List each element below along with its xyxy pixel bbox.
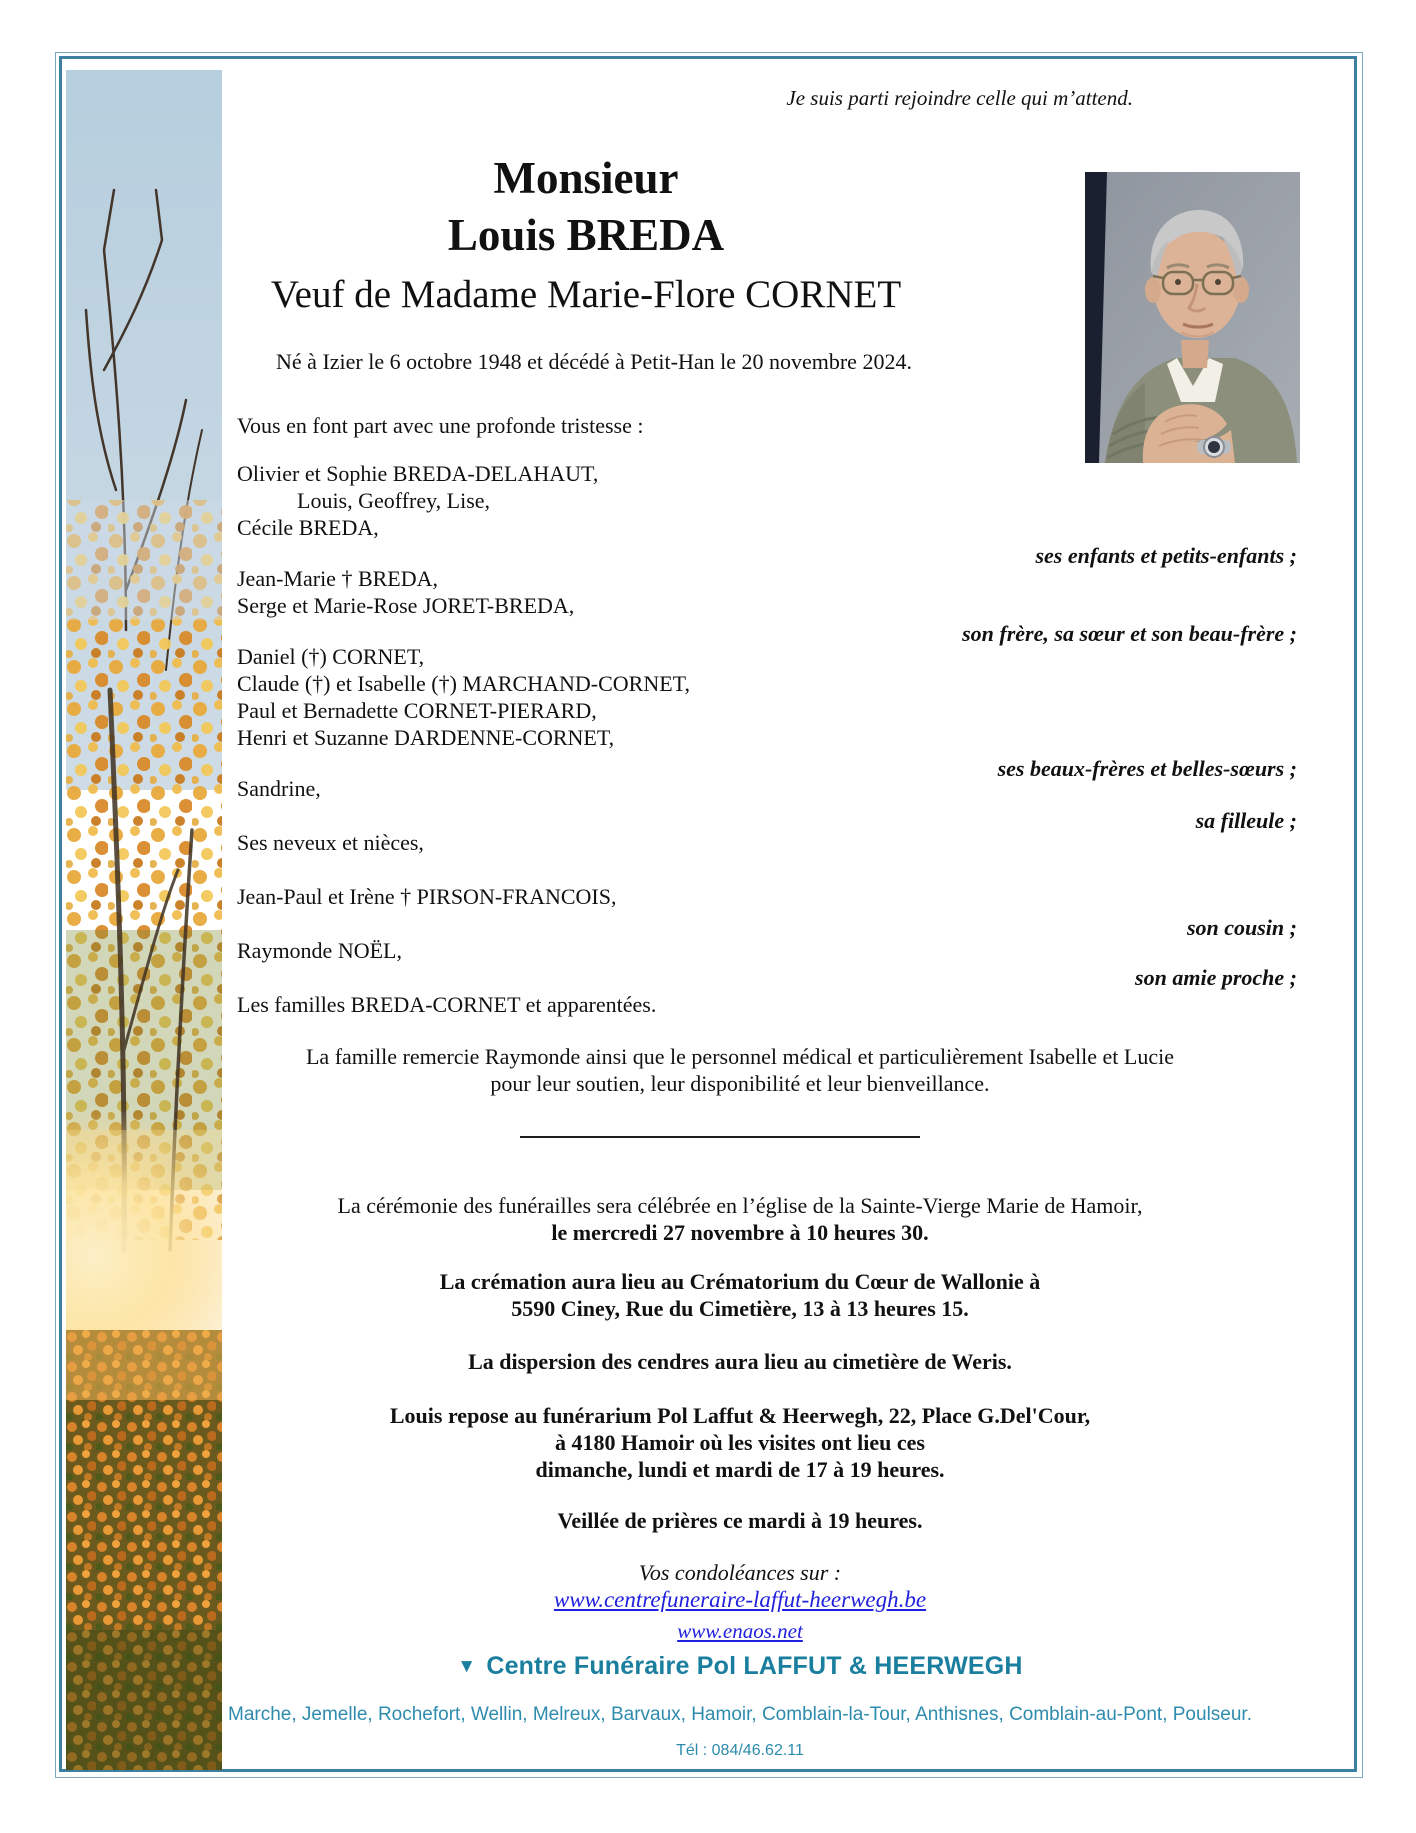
funeral-home-name: Centre Funéraire Pol LAFFUT & HEERWEGH bbox=[486, 1652, 1023, 1680]
funeral-home-locations: Marche, Jemelle, Rochefort, Wellin, Melreux, Barvaux, Hamoir, Comblain-la-Tour, Anthisnes, Comblain-au-Pont, Poulseur. bbox=[228, 1704, 1252, 1725]
family-line: Olivier et Sophie BREDA-DELAHAUT, bbox=[237, 461, 599, 486]
family-line: Ses neveux et nièces, bbox=[237, 830, 424, 855]
family-line: Jean-Marie † BREDA, bbox=[237, 566, 439, 591]
family-line: Jean-Paul et Irène † PIRSON-FRANCOIS, bbox=[237, 884, 617, 909]
family-line: Cécile BREDA, bbox=[237, 515, 379, 540]
thanks-line: pour leur soutien, leur disponibilité et leur bienveillance. bbox=[490, 1071, 990, 1096]
salutation: Monsieur bbox=[493, 153, 679, 203]
funeral-line: La cérémonie des funérailles sera célébrée en l’église de la Sainte-Vierge Marie de Hamoir, bbox=[337, 1193, 1143, 1218]
family-line: Raymonde NOËL, bbox=[237, 938, 402, 963]
family-line: Claude (†) et Isabelle (†) MARCHAND-CORNET, bbox=[237, 671, 690, 696]
relation-label: son frère, sa sœur et son beau-frère ; bbox=[962, 621, 1297, 646]
condolences-label: Vos condoléances sur : bbox=[638, 1560, 842, 1585]
family-line: Les familles BREDA-CORNET et apparentées. bbox=[237, 992, 657, 1017]
widower-line: Veuf de Madame Marie-Flore CORNET bbox=[270, 273, 902, 316]
birth-death-line: Né à Izier le 6 octobre 1948 et décédé à Petit-Han le 20 novembre 2024. bbox=[276, 349, 912, 374]
funeral-home-brand bbox=[208, 1652, 1272, 1681]
relation-label: son amie proche ; bbox=[1135, 965, 1297, 990]
cremation-line: La crémation aura lieu au Crématorium du Cœur de Wallonie à bbox=[439, 1269, 1041, 1294]
relation-label: ses enfants et petits-enfants ; bbox=[1035, 543, 1297, 568]
repose-line: à 4180 Hamoir où les visites ont lieu ces bbox=[555, 1430, 925, 1455]
family-line: Louis, Geoffrey, Lise, bbox=[297, 488, 491, 513]
vigil-line: Veillée de prières ce mardi à 19 heures. bbox=[557, 1508, 923, 1533]
cremation-address: 5590 Ciney, Rue du Cimetière, 13 à 13 heures 15. bbox=[511, 1296, 969, 1321]
deceased-name: Louis BREDA bbox=[447, 210, 725, 260]
autumn-trees-photo bbox=[66, 70, 222, 1770]
funeral-datetime: le mercredi 27 novembre à 10 heures 30. bbox=[551, 1220, 929, 1245]
condolences-link-centrefuneraire[interactable]: www.centrefuneraire-laffut-heerwegh.be bbox=[553, 1587, 927, 1612]
funeral-home-phone: Tél : 084/46.62.11 bbox=[676, 1742, 804, 1759]
announcement-intro: Vous en font part avec une profonde tristesse : bbox=[237, 413, 644, 438]
repose-line: dimanche, lundi et mardi de 17 à 19 heures. bbox=[535, 1457, 945, 1482]
thanks-line: La famille remercie Raymonde ainsi que le personnel médical et particulièrement Isabelle et Lucie bbox=[305, 1044, 1174, 1069]
family-line: Sandrine, bbox=[237, 776, 321, 801]
condolences-link-enaos[interactable]: www.enaos.net bbox=[677, 1619, 803, 1643]
family-line: Henri et Suzanne DARDENNE-CORNET, bbox=[237, 725, 615, 750]
family-line: Daniel (†) CORNET, bbox=[237, 644, 425, 669]
down-triangle-icon: ▼ bbox=[457, 1656, 477, 1677]
divider bbox=[520, 1136, 920, 1138]
repose-line: Louis repose au funérarium Pol Laffut & Heerwegh, 22, Place G.Del'Cour, bbox=[389, 1403, 1091, 1428]
relation-label: son cousin ; bbox=[1186, 915, 1297, 940]
relation-label: ses beaux-frères et belles-sœurs ; bbox=[997, 756, 1297, 781]
memorial-quote: Je suis parti rejoindre celle qui m’attend. bbox=[786, 86, 1133, 110]
dispersion-line: La dispersion des cendres aura lieu au cimetière de Weris. bbox=[468, 1349, 1012, 1374]
relation-label: sa filleule ; bbox=[1195, 808, 1297, 833]
family-line: Serge et Marie-Rose JORET-BREDA, bbox=[237, 593, 575, 618]
portrait-photo bbox=[1085, 172, 1300, 463]
family-line: Paul et Bernadette CORNET-PIERARD, bbox=[237, 698, 597, 723]
